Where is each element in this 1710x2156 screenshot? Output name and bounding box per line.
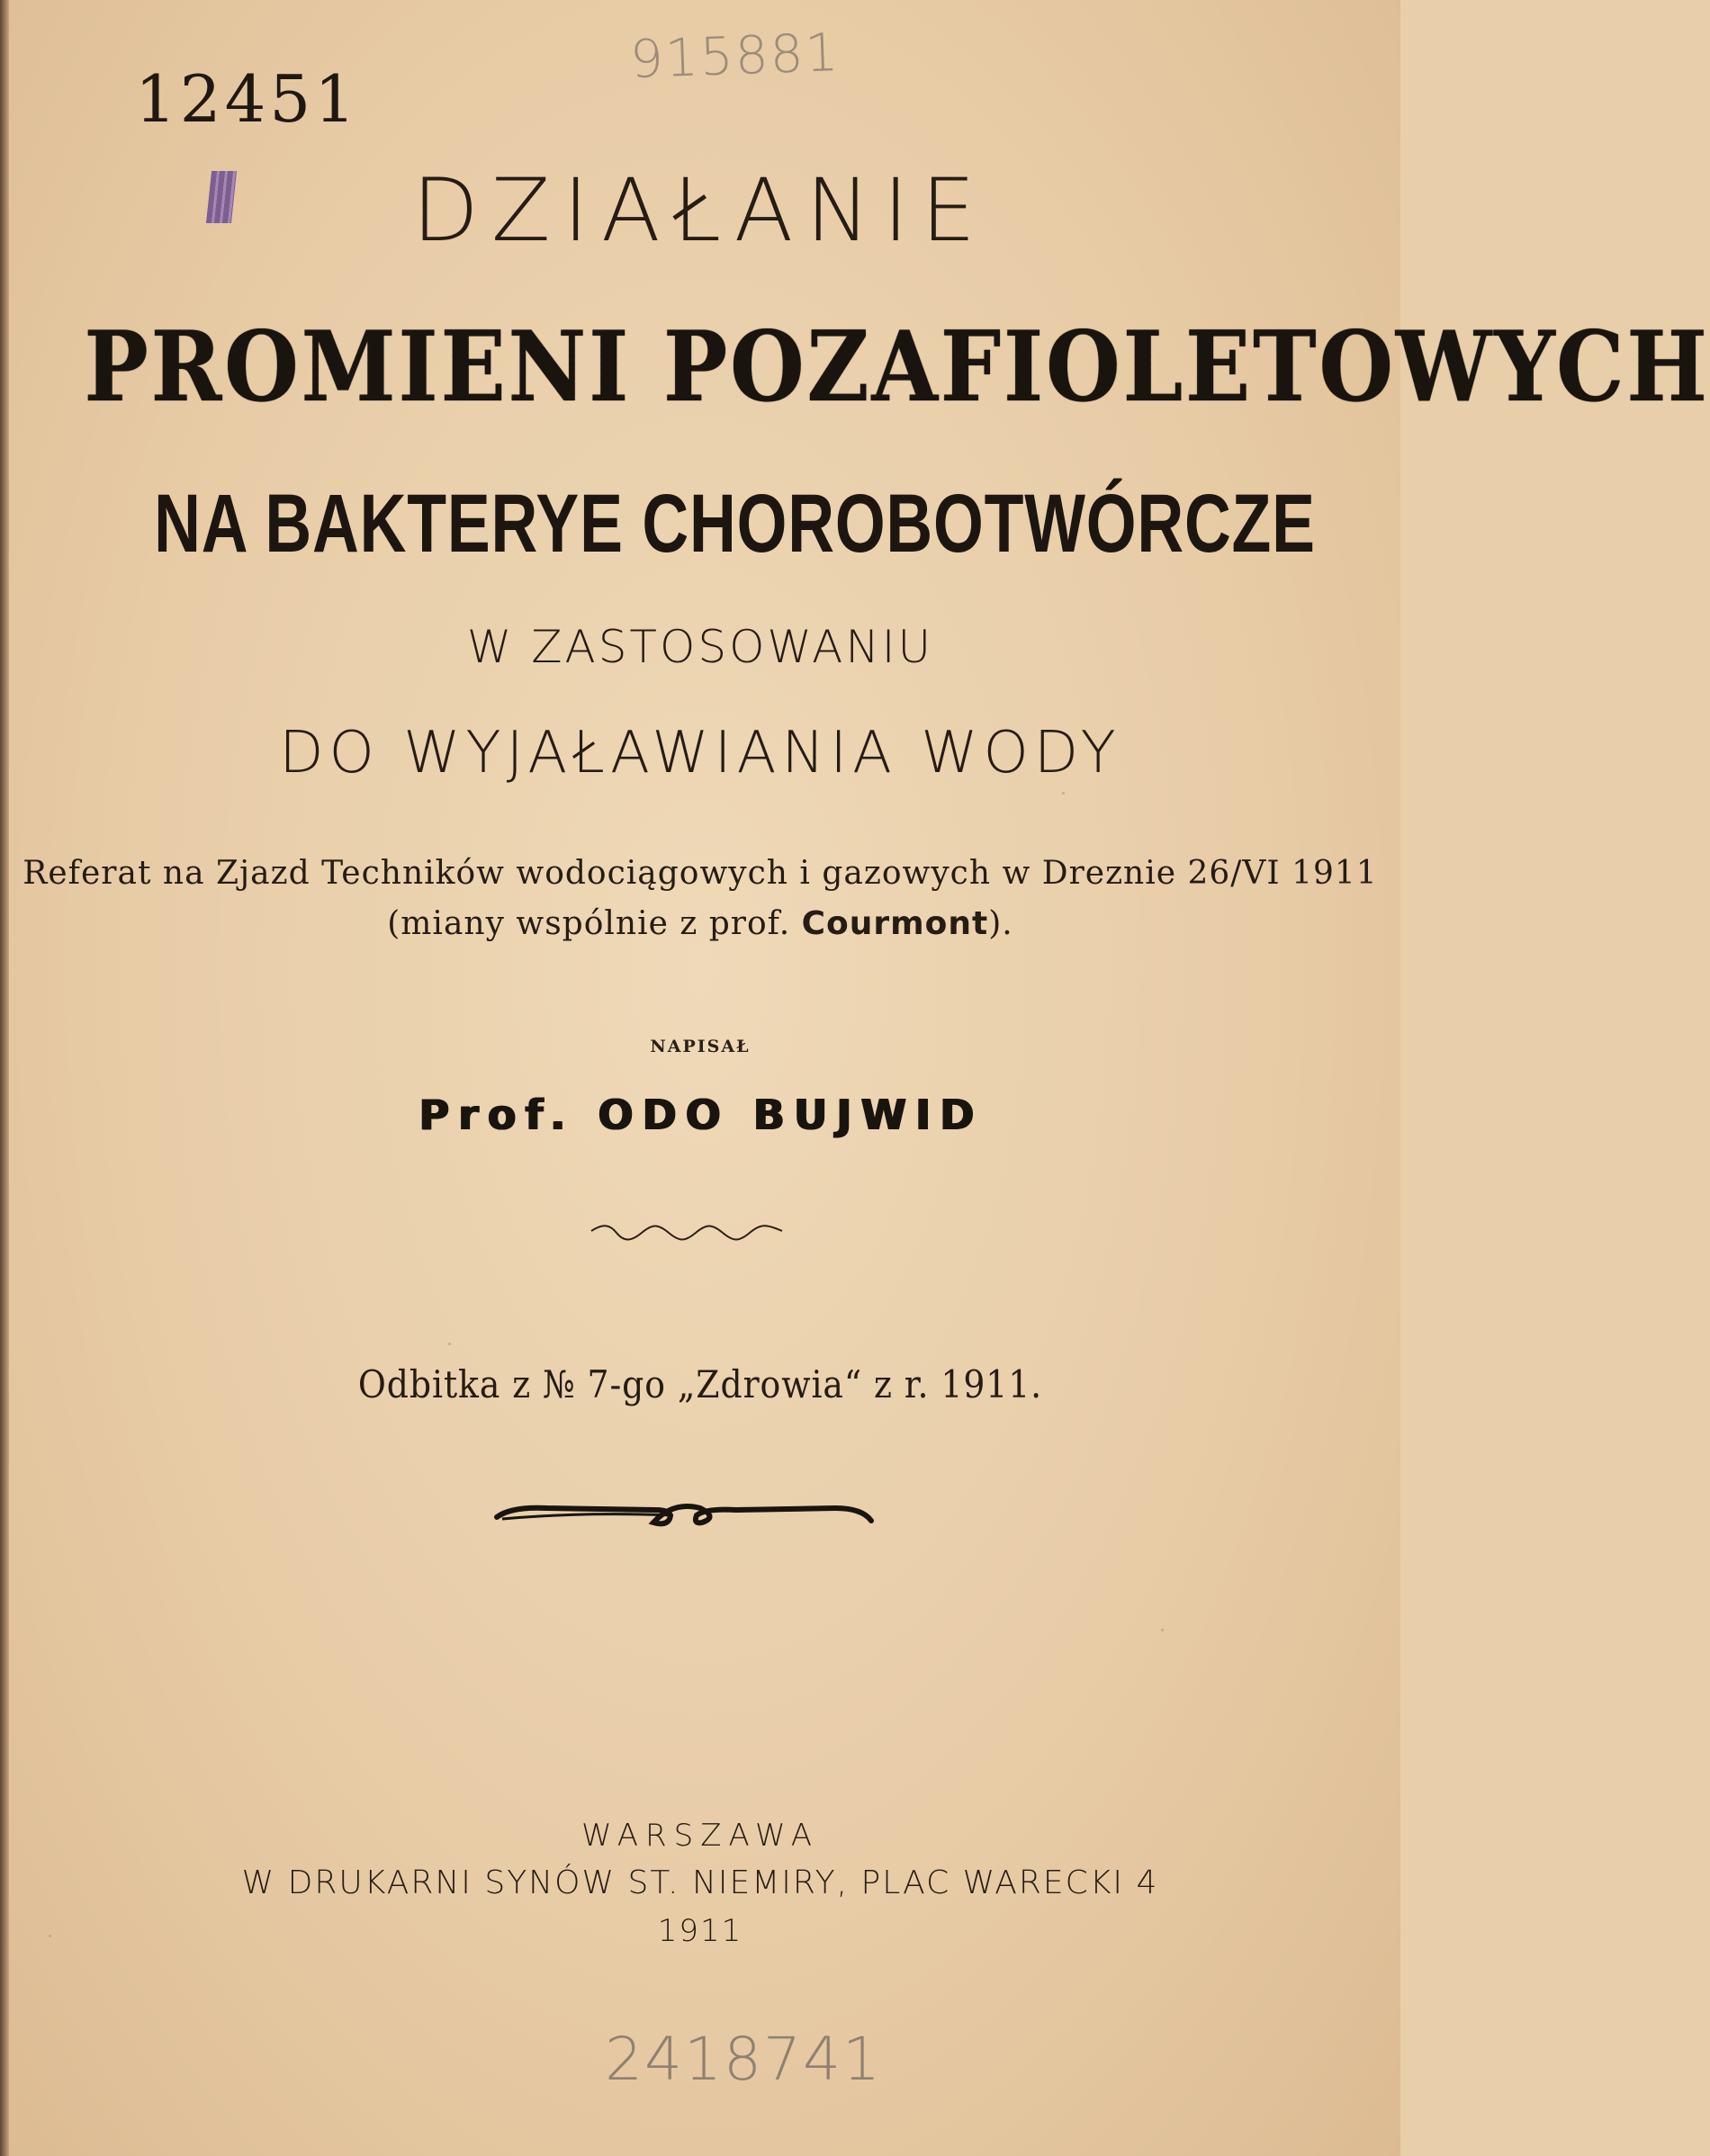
paper-speck xyxy=(1062,792,1065,795)
pencil-shelfmark-bottom: 2418741 xyxy=(605,2025,882,2094)
title-line-2-text: PROMIENI POZAFIOLETOWYCH xyxy=(84,310,1710,424)
offprint-note: Odbitka z № 7-go „Zdrowia“ z r. 1911. xyxy=(357,1362,1043,1406)
paper-speck xyxy=(448,1343,451,1345)
author-name: Prof. ODO BUJWID xyxy=(418,1091,983,1139)
title-line-5: DO WYJAŁAWIANIA WODY xyxy=(279,720,1121,786)
referat-line-2-end: ). xyxy=(988,905,1013,942)
wavy-divider-ornament xyxy=(590,1222,784,1245)
referat-line-2-start: (miany wspólnie z prof. xyxy=(387,905,802,942)
library-number-stamp: 12451 xyxy=(135,61,360,137)
title-line-4: W ZASTOSOWANIU xyxy=(466,621,934,673)
publisher-city: WARSZAWA xyxy=(581,1818,819,1854)
publisher-printer: W DRUKARNI SYNÓW ST. NIEMIRY, PLAC WARECKI 4 xyxy=(241,1864,1159,1901)
coauthor-name: Courmont xyxy=(801,905,989,942)
title-line-1: DZIAŁANIE xyxy=(411,160,989,261)
referat-line-2 xyxy=(0,905,1400,942)
title-line-3: NA BAKTERYE CHOROBOTWÓRCZE xyxy=(154,478,1316,570)
pencil-shelfmark-top: 915881 xyxy=(628,21,842,91)
title-line-2 xyxy=(84,310,1710,424)
byline-label: NAPISAŁ xyxy=(650,1037,751,1056)
publication-year: 1911 xyxy=(657,1913,743,1949)
flourish-ornament xyxy=(493,1496,875,1532)
paper-speck xyxy=(1161,1629,1164,1631)
referat-line-1: Referat na Zjazd Techników wodociągowych i gazowych w Dreznie 26/VI 1911 xyxy=(22,855,1378,892)
